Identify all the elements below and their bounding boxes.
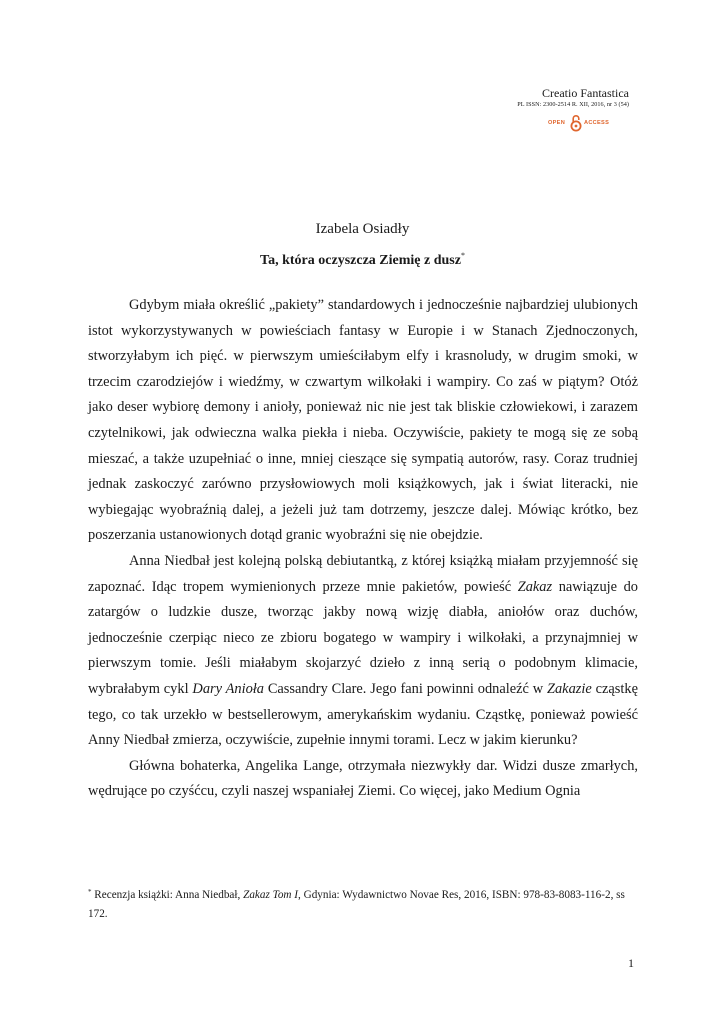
footnote xyxy=(88,883,640,923)
open-access-badge xyxy=(546,114,626,132)
footnote-marker: * xyxy=(88,888,92,896)
italic-title-text: Zakaz xyxy=(517,578,553,595)
text-run: Anna Niedbał jest kolejną polską debiutantką, z której książką miałam przyjemność się zapoznać. Idąc tropem wymienionych przeze mnie pakietów, powieść xyxy=(88,552,638,595)
article-body xyxy=(88,293,638,805)
italic-title-text: Zakaz Tom I xyxy=(243,889,299,901)
footnote-marker: * xyxy=(460,251,465,260)
text-run: , Gdynia: Wydawnictwo Novae Res, 2016, ISBN: 978-83-8083-116-2, ss 172. xyxy=(88,889,625,920)
journal-issn: PL ISSN: 2300-2514 R. XII, 2016, nr 3 (54) xyxy=(517,101,629,108)
paragraph xyxy=(88,549,638,754)
open-access-word-open: OPEN xyxy=(548,120,566,126)
text-run: Główna bohaterka, Angelika Lange, otrzymała niezwykły dar. Widzi dusze zmarłych, wędrujące po czyśćcu, czyli naszej wspaniałej Ziemi. Co więcej, jako Medium Ognia xyxy=(88,757,638,800)
open-access-word-access: ACCESS xyxy=(584,120,610,126)
text-run: Cassandry Clare. Jego fani powinni odnaleźć w xyxy=(263,680,547,697)
text-run: cząstkę tego, co tak urzekło w bestsellerowym, amerykańskim wydaniu. Cząstkę, ponieważ powieść Anny Niedbał zmierza, oczywiście, zupełnie innymi torami. Lecz w jakim kierunku? xyxy=(88,680,638,749)
article-title-text: Ta, która oczyszcza Ziemię z dusz xyxy=(260,253,461,268)
journal-header xyxy=(517,86,629,109)
page-number: 1 xyxy=(628,956,634,970)
paragraph xyxy=(88,293,638,549)
journal-name: Creatio Fantastica xyxy=(542,86,629,100)
italic-title-text: Zakazie xyxy=(546,680,592,697)
article-author: Izabela Osiadły xyxy=(315,221,410,237)
open-lock-icon xyxy=(570,114,582,132)
article-title xyxy=(0,247,725,270)
text-run: Gdybym miała określić „pakiety” standardowych i jednocześnie najbardziej ulubionych istot wykorzystywanych w powieściach fantasy w Europie i w Stanach Zjednoczonych, stworzyłabym ich pięć. w pierwszym umieściłabym elfy i krasnoludy, w drugim smoki, w trzecim czarodziejów i wiedźmy, w czwartym wilkołaki i wampiry. Co zaś w piątym? Otóż jako deser wybiorę demony i anioły, ponieważ nic nie jest tak bliskie człowiekowi, i zarazem czytelnikowi, jak odwieczna walka piekła i nieba. Oczywiście, pakiety te mogą się ze sobą mieszać, a także uzupełniać o inne, mniej cieszące się sympatią autorów, rasy. Coraz trudniej jednak zaskoczyć zarówno przysłowiowych moli książkowych, jak i świat literacki, nie wybiegając wyobraźnią dalej, a jeżeli już tam dotrzemy, jeszcze dalej. Mówiąc krótko, bez poszerzania ustanowionych dotąd granic wyobraźni się nie obejdzie. xyxy=(88,297,638,544)
paragraph xyxy=(88,754,638,805)
text-run: nawiązuje do zatargów o ludzkie dusze, tworząc jakby nową wizję diabła, aniołów oraz duchów, jednocześnie czerpiąc nieco ze zbioru bogatego w wampiry i wilkołaki, a przynajmniej w pierwszym tomie. Jeśli miałabym skojarzyć dzieło z inną serią o podobnym klimacie, wybrałabym cykl xyxy=(88,578,638,697)
text-run: Recenzja książki: Anna Niedbał, xyxy=(94,889,244,901)
italic-title-text: Dary Anioła xyxy=(192,680,264,697)
